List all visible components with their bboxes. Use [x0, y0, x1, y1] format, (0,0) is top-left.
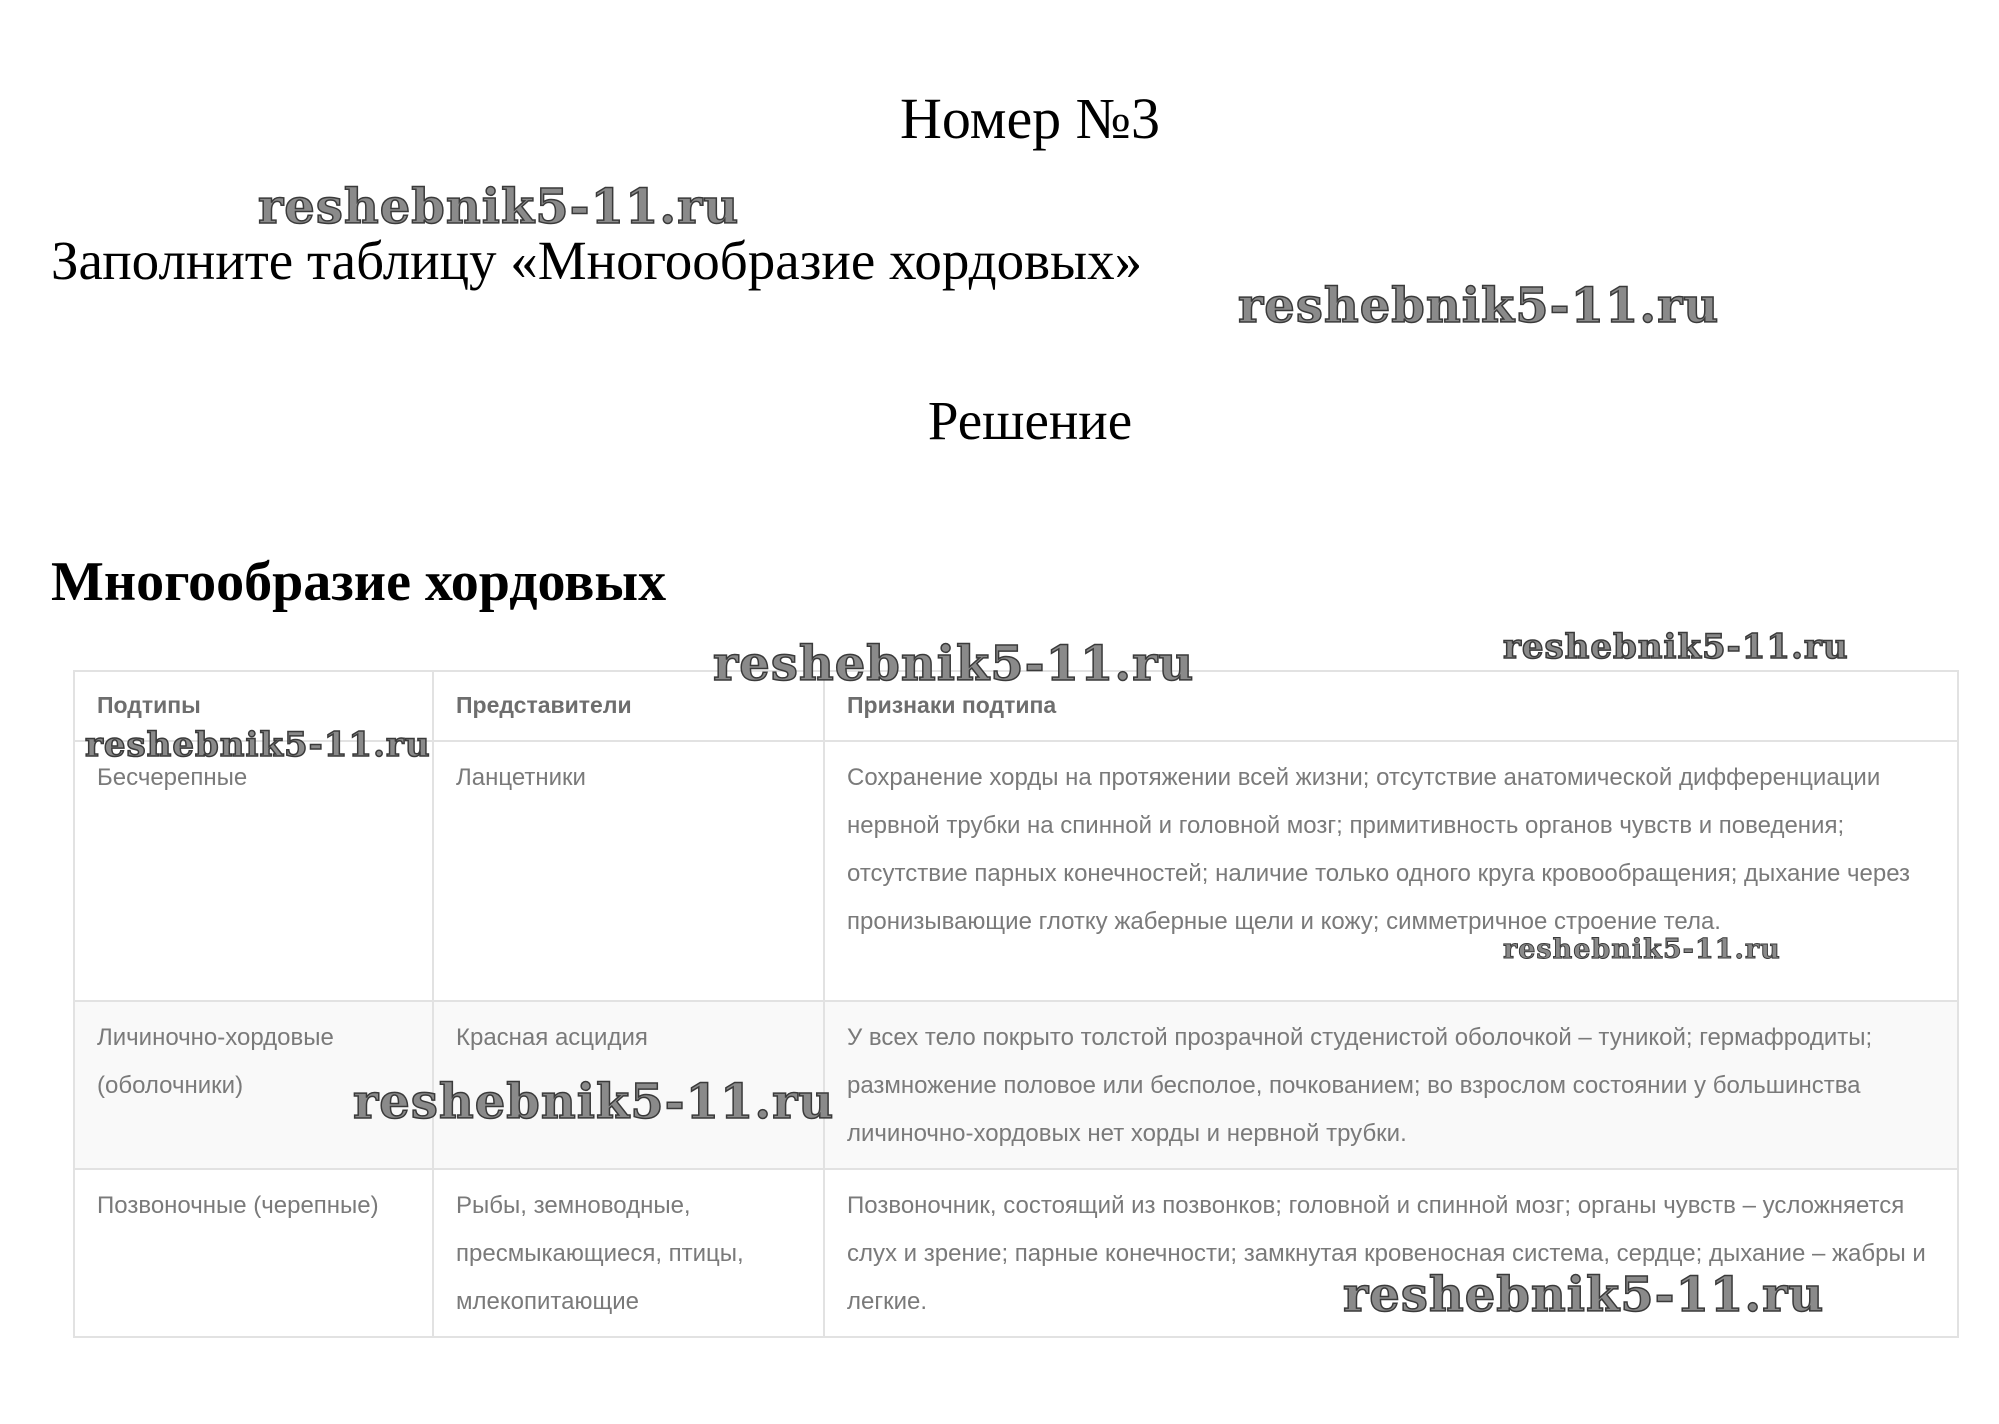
watermark: reshebnik5-11.ru — [85, 725, 431, 765]
watermark: reshebnik5-11.ru — [713, 636, 1195, 692]
cell-representatives: Красная асцидия — [433, 1001, 824, 1169]
cell-features: У всех тело покрыто толстой прозрачной студенистой оболочкой – туникой; гермафродиты; размножение половое или бесполое, почкованием; во взрослом состоянии у большинства личиночно-хордовых нет хорды и нервной трубки. — [824, 1001, 1958, 1169]
watermark: reshebnik5-11.ru — [1238, 278, 1720, 334]
cell-features: Сохранение хорды на протяжении всей жизни; отсутствие анатомической дифференциации нервной трубки на спинной и головной мозг; примитивность органов чувств и поведения; отсутствие парных конечностей; наличие только одного круга кровообращения; дыхание через пронизывающие глотку жаберные щели и кожу; симметричное строение тела. — [824, 741, 1958, 1001]
cell-representatives: Ланцетники — [433, 741, 824, 1001]
watermark: reshebnik5-11.ru — [258, 179, 740, 235]
task-text: Заполните таблицу «Многообразие хордовых» — [51, 230, 1143, 291]
watermark: reshebnik5-11.ru — [353, 1074, 835, 1130]
column-header-subtype: Подтипы — [74, 671, 433, 741]
watermark: reshebnik5-11.ru — [1503, 934, 1781, 965]
chordates-table — [73, 670, 1959, 1338]
cell-representatives: Рыбы, земноводные, пресмыкающиеся, птицы, млекопитающие — [433, 1169, 824, 1337]
cell-subtype: Бесчерепные — [74, 741, 433, 1001]
section-heading: Многообразие хордовых — [51, 551, 667, 613]
cell-features: Позвоночник, состоящий из позвонков; головной и спинной мозг; органы чувств – усложняется слух и зрение; парные конечности; замкнутая кровеносная система, сердце; дыхание – жабры и легкие. — [824, 1169, 1958, 1337]
watermark: reshebnik5-11.ru — [1503, 627, 1849, 667]
page-title: Номер №3 — [899, 86, 1161, 151]
watermark: reshebnik5-11.ru — [1343, 1267, 1825, 1323]
solution-label: Решение — [927, 390, 1133, 451]
cell-subtype: Позвоночные (черепные) — [74, 1169, 433, 1337]
cell-subtype: Личиночно-хордовые (оболочники) — [74, 1001, 433, 1169]
column-header-representatives: Представители — [433, 671, 824, 741]
column-header-features: Признаки подтипа — [824, 671, 1958, 741]
